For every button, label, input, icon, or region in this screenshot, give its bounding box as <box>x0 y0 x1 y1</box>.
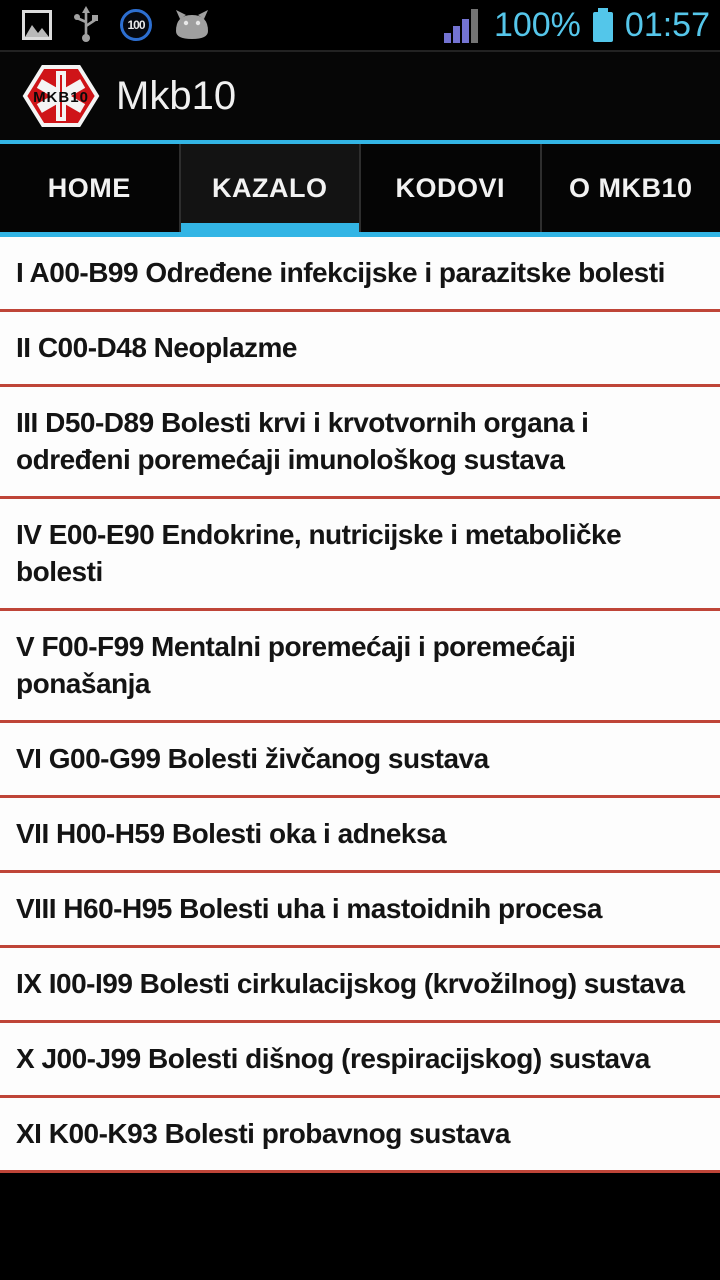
battery-percent-label: 100% <box>493 6 581 44</box>
list-item-chapter-2[interactable]: II C00-D48 Neoplazme <box>0 312 720 387</box>
svg-text:MKB10: MKB10 <box>33 89 89 106</box>
tab-bar <box>0 144 720 237</box>
list-item-chapter-8[interactable]: VIII H60-H95 Bolesti uha i mastoidnih procesa <box>0 873 720 948</box>
chapter-list <box>0 237 720 1173</box>
app-logo-mkb10-icon <box>22 63 100 129</box>
list-item-chapter-1[interactable]: I A00-B99 Određene infekcijske i parazitske bolesti <box>0 237 720 312</box>
screenshot-icon <box>22 10 52 40</box>
status-bar-left <box>8 6 210 44</box>
list-item-chapter-7[interactable]: VII H00-H59 Bolesti oka i adneksa <box>0 798 720 873</box>
list-item-chapter-5[interactable]: V F00-F99 Mentalni poremećaji i poremećaji ponašanja <box>0 611 720 723</box>
list-item-chapter-10[interactable]: X J00-J99 Bolesti dišnog (respiracijskog) sustava <box>0 1023 720 1098</box>
tab-kodovi[interactable]: KODOVI <box>359 144 540 232</box>
tab-kazalo[interactable]: KAZALO <box>179 144 360 232</box>
page-title: Mkb10 <box>116 73 237 118</box>
android-icon <box>174 9 210 41</box>
status-bar <box>0 0 720 52</box>
signal-strength-icon <box>444 7 482 43</box>
mountain-glyph <box>25 21 49 37</box>
tab-o-mkb10[interactable]: O MKB10 <box>540 144 720 232</box>
list-item-chapter-9[interactable]: IX I00-I99 Bolesti cirkulacijskog (krvožilnog) sustava <box>0 948 720 1023</box>
clock-label: 01:57 <box>624 6 710 44</box>
battery-circle-icon: 100 <box>120 9 152 41</box>
battery-icon <box>593 12 613 42</box>
app-bar <box>0 52 720 140</box>
list-item-chapter-6[interactable]: VI G00-G99 Bolesti živčanog sustava <box>0 723 720 798</box>
tab-home[interactable]: HOME <box>47 172 131 203</box>
usb-icon <box>74 6 98 44</box>
list-item-chapter-3[interactable]: III D50-D89 Bolesti krvi i krvotvornih organa i određeni poremećaji imunološkog sustava <box>0 387 720 499</box>
list-item-chapter-11[interactable]: XI K00-K93 Bolesti probavnog sustava <box>0 1098 720 1173</box>
status-bar-right <box>444 7 712 43</box>
list-item-chapter-4[interactable]: IV E00-E90 Endokrine, nutricijske i metaboličke bolesti <box>0 499 720 611</box>
